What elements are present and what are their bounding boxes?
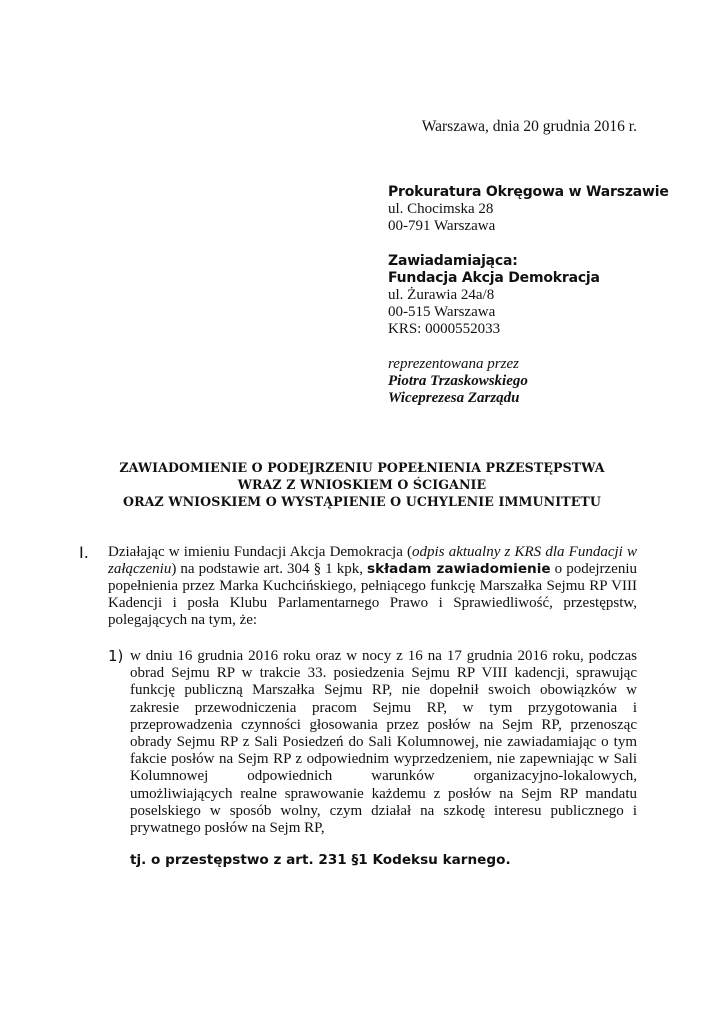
representative-name: Piotra Trzaskowskiego [388,373,528,389]
title-line-1: ZAWIADOMIENIE O PODEJRZENIU POPEŁNIENIA PRZESTĘPSTWA [119,460,605,475]
notifier-city: 00-515 Warszawa [388,304,496,320]
item-number: 1) [108,647,124,665]
recipient-street: ul. Chocimska 28 [388,201,494,217]
document-date: Warszawa, dnia 20 grudnia 2016 r. [421,118,637,135]
document-title [0,459,724,510]
recipient-block [388,184,688,235]
recipient-city: 00-791 Warszawa [388,218,496,234]
title-line-2: WRAZ Z WNIOSKIEM O ŚCIGANIE [237,477,487,492]
section-number: I. [79,543,89,562]
representation-intro: reprezentowana przez [388,356,519,372]
notifier-krs: KRS: 0000552033 [388,321,501,337]
title-line-3: ORAZ WNIOSKIEM O WYSTĄPIENIE O UCHYLENIE IMMUNITETU [123,494,601,509]
section-text-a: Działając w imieniu Fundacji Akcja Demokracja ( [108,544,413,560]
representative-role: Wiceprezesa Zarządu [388,390,520,406]
item-conclusion: tj. o przestępstwo z art. 231 §1 Kodeksu karnego. [130,852,511,868]
representation-block [388,356,688,407]
notifier-block [388,253,688,338]
item-paragraph: w dniu 16 grudnia 2016 roku oraz w nocy z 16 na 17 grudnia 2016 roku, podczas obrad Sejmu RP w trakcie 33. posiedzenia Sejmu RP VIII kadencji, sprawując funkcję publiczną Marszałka Sejmu RP, nie dopełnił swoich obowiązków w zakresie przewodniczenia pracom Sejmu RP, w tym przygotowania i przeprowadzenia czynności głosowania przez posłów na Sejm RP, przenosząc obrady Sejmu RP z Sali Posiedzeń do Sali Kolumnowej, nie zawiadamiając o tym fakcie posłów na Sejm RP z odpowiednim wyprzedzeniem, nie zapewniając w Sali Kolumnowej odpowiednich warunków organizacyjno-lokalowych, umożliwiających realne sprawowanie każdemu z posłów na Sejm RP mandatu poselskiego w sposób wolny, czym działał na szkodę interesu publicznego i prywatnego posłów na Sejm RP, [130,648,637,837]
notifier-street: ul. Żurawia 24a/8 [388,287,495,303]
section-text-bold: składam zawiadomienie [367,561,551,577]
recipient-name: Prokuratura Okręgowa w Warszawie [388,184,669,200]
notifier-label: Zawiadamiająca: [388,253,518,269]
section-paragraph [108,544,637,629]
section-text-b: ) na podstawie art. 304 § 1 kpk, [171,561,367,577]
section-text-italic: odpis aktualny z KRS dla Fundacji w załączeniu [108,544,637,577]
notifier-name: Fundacja Akcja Demokracja [388,270,600,286]
section-text-c: o podejrzeniu popełnienia przez Marka Kuchcińskiego, pełniącego funkcję Marszałka Sejmu RP VIII Kadencji i posła Klubu Parlamentarnego Prawo i Sprawiedliwość, przestępstw, polegających na tym, że: [108,561,637,628]
